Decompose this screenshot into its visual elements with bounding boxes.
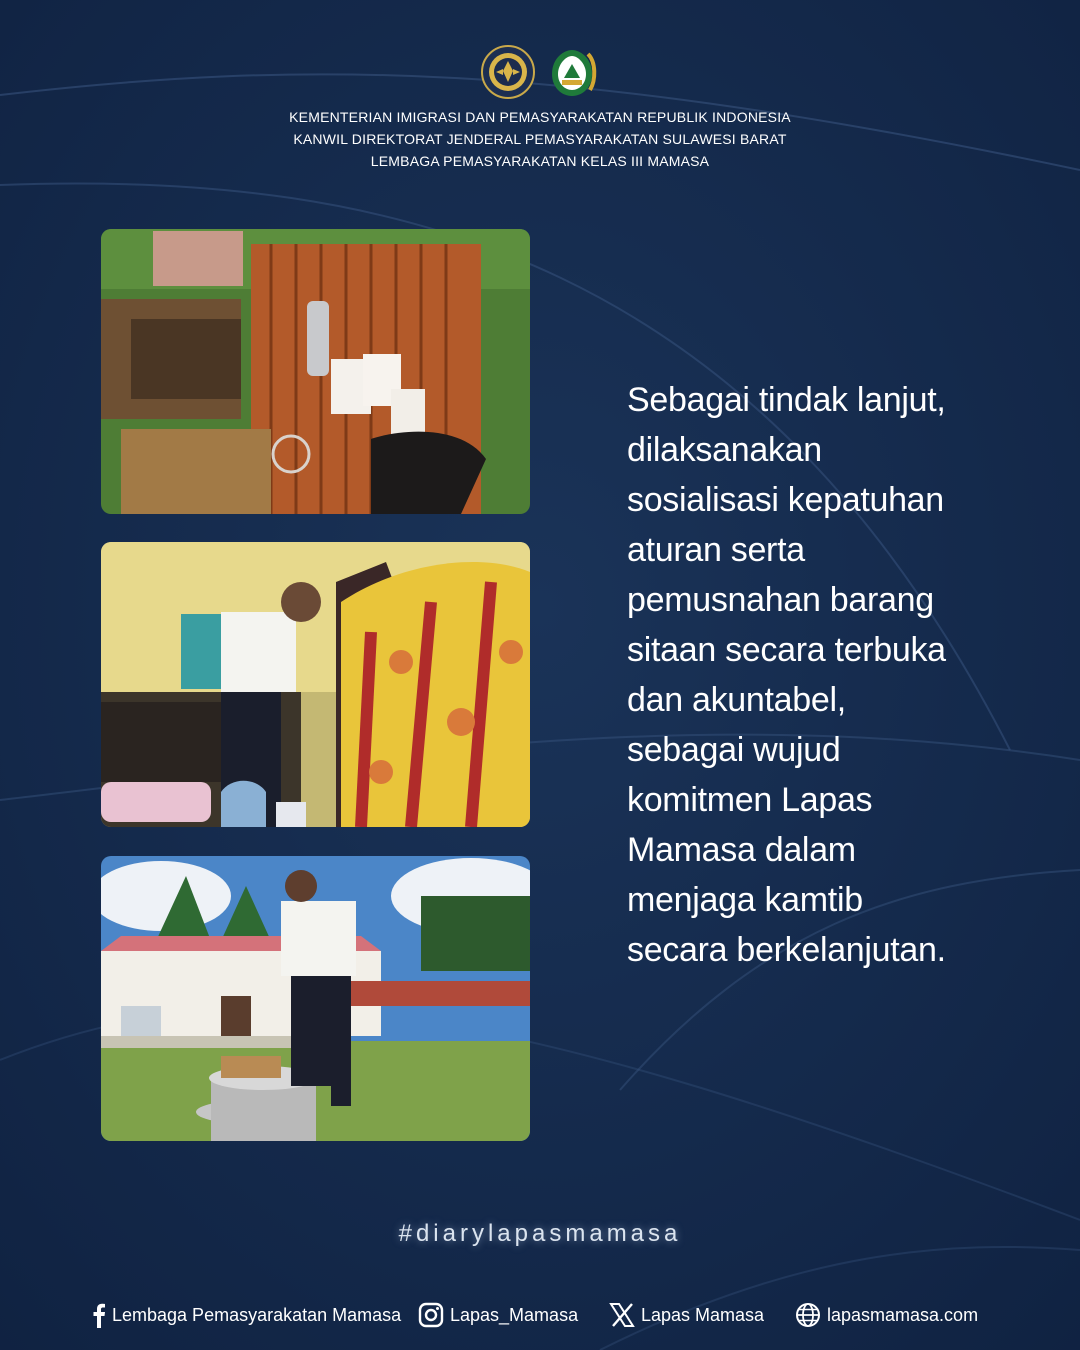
website-link[interactable]	[795, 1302, 978, 1328]
west-sulawesi-emblem-icon	[544, 44, 600, 100]
x-icon	[609, 1302, 635, 1328]
facebook-label: Lembaga Pemasyarakatan Mamasa	[112, 1304, 402, 1325]
body-line: komitmen Lapas	[627, 781, 873, 819]
x-label: Lapas Mamasa	[641, 1304, 765, 1325]
instagram-icon	[418, 1302, 444, 1328]
instagram-label: Lapas_Mamasa	[450, 1304, 579, 1325]
announcement-text	[627, 375, 1027, 975]
header-logos	[0, 44, 1080, 104]
body-line: sebagai wujud	[627, 731, 841, 769]
body-line: Sebagai tindak lanjut,	[627, 381, 946, 419]
website-label: lapasmamasa.com	[827, 1304, 979, 1325]
body-line: pemusnahan barang	[627, 581, 934, 619]
institution-header	[0, 106, 1080, 172]
body-line: secara berkelanjutan.	[627, 931, 946, 969]
header-line-ministry: KEMENTERIAN IMIGRASI DAN PEMASYARAKATAN REPUBLIK INDONESIA	[289, 109, 791, 125]
body-line: Mamasa dalam	[627, 831, 856, 869]
body-line: dan akuntabel,	[627, 681, 846, 719]
photo-cell-inspection	[101, 542, 530, 827]
body-line: sitaan secara terbuka	[627, 631, 946, 669]
body-line: aturan serta	[627, 531, 805, 569]
instagram-link[interactable]	[418, 1302, 578, 1328]
garuda-emblem-icon	[480, 44, 536, 100]
social-footer	[0, 1302, 1080, 1338]
photo-confiscated-items	[101, 229, 530, 514]
photo-destruction-outdoors	[101, 856, 530, 1141]
facebook-link[interactable]	[92, 1302, 401, 1328]
globe-icon	[795, 1302, 821, 1328]
header-line-regional-office: KANWIL DIREKTORAT JENDERAL PEMASYARAKATAN SULAWESI BARAT	[293, 131, 787, 147]
hashtag: #diarylapasmamasa	[398, 1220, 682, 1247]
body-line: menjaga kamtib	[627, 881, 863, 919]
header-line-prison: LEMBAGA PEMASYARAKATAN KELAS III MAMASA	[370, 153, 710, 169]
x-link[interactable]	[609, 1302, 764, 1328]
body-line: sosialisasi kepatuhan	[627, 481, 944, 519]
body-line: dilaksanakan	[627, 431, 822, 469]
facebook-icon	[92, 1302, 106, 1328]
